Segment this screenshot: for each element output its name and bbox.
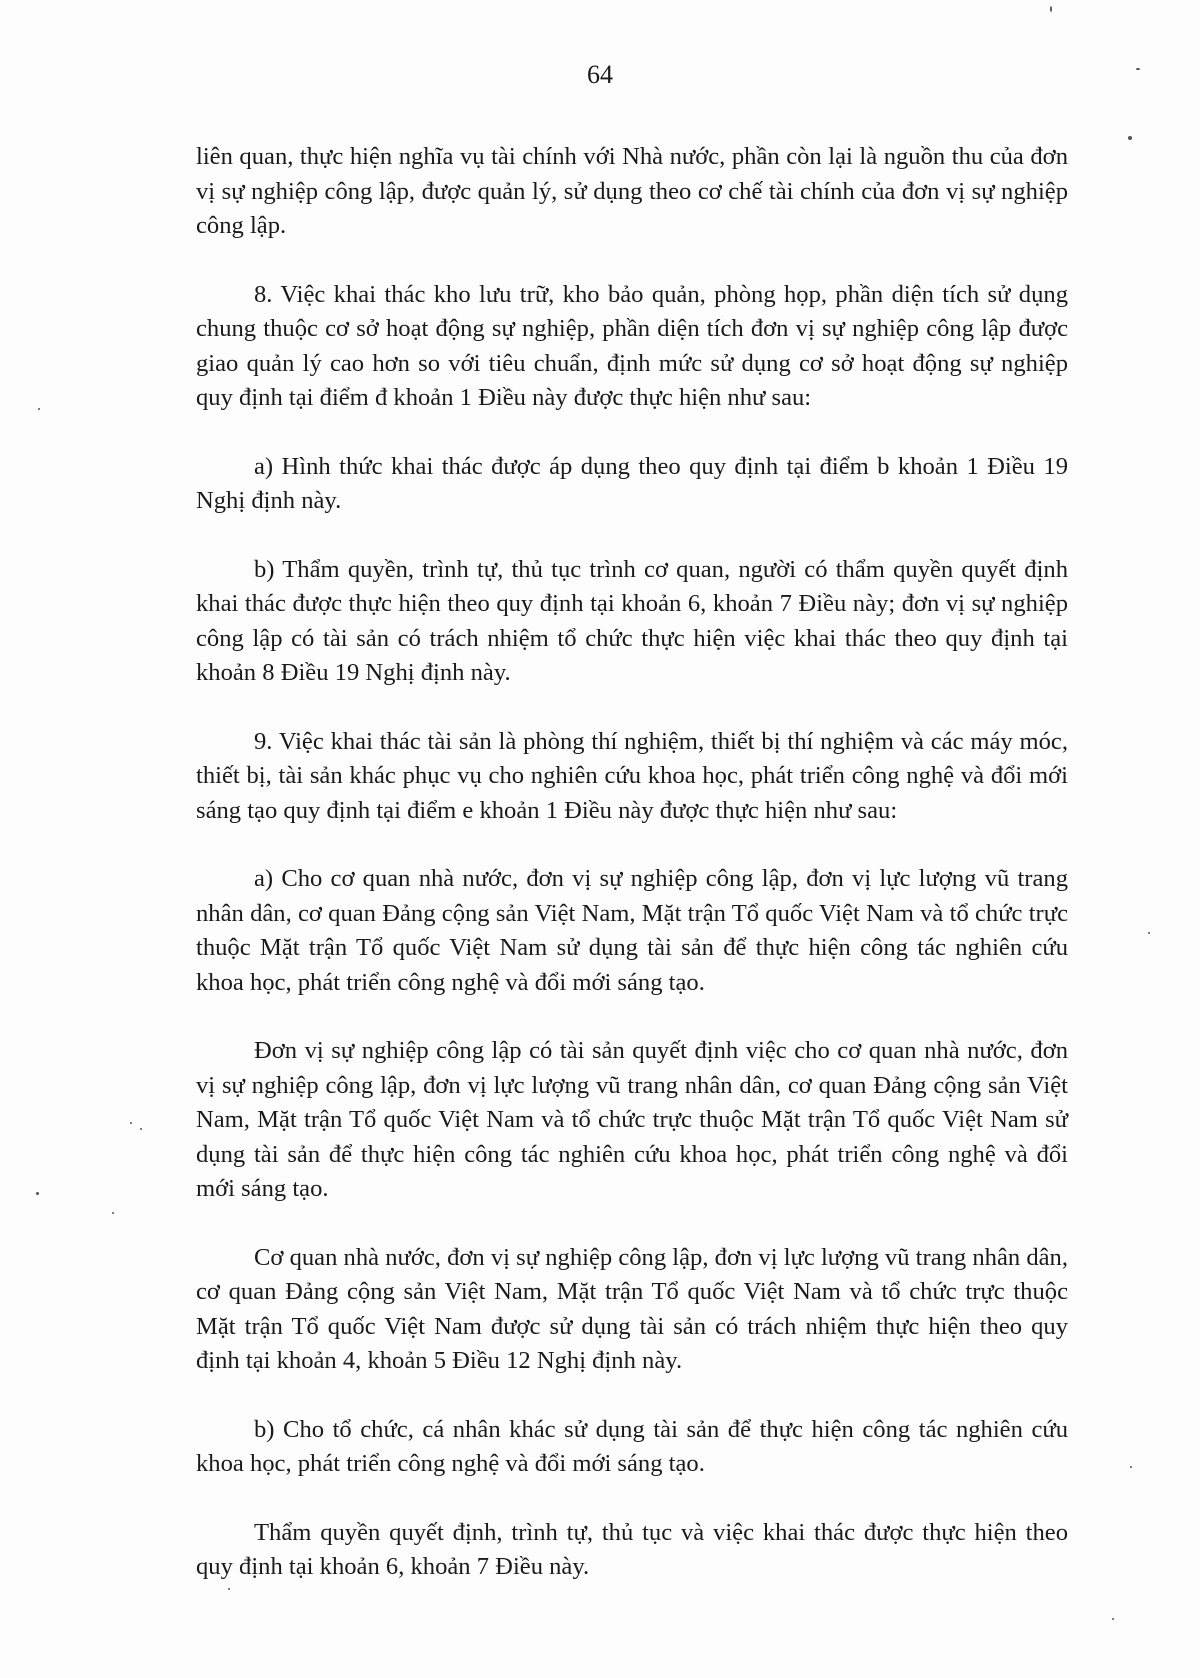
scan-speck [1050,6,1052,12]
document-body [196,140,1068,1619]
scan-speck [228,1588,230,1590]
scan-speck [36,1192,39,1195]
paragraph-clause-9b: b) Cho tổ chức, cá nhân khác sử dụng tài sản để thực hiện công tác nghiên cứu khoa học, phát triển công nghệ và đổi mới sáng tạo. [196,1415,1068,1477]
paragraph-clause-8: 8. Việc khai thác kho lưu trữ, kho bảo quản, phòng họp, phần diện tích sử dụng chung thuộc cơ sở hoạt động sự nghiệp, phần diện tích đơn vị sự nghiệp công lập được giao quản lý cao hơn so với tiêu chuẩn, định mức sử dụng cơ sở hoạt động sự nghiệp quy định tại điểm đ khoản 1 Điều này được thực hiện như sau: [196,280,1068,411]
paragraph-clause-9a: a) Cho cơ quan nhà nước, đơn vị sự nghiệp công lập, đơn vị lực lượng vũ trang nhân dân, cơ quan Đảng cộng sản Việt Nam, Mặt trận Tổ quốc Việt Nam và tổ chức trực thuộc Mặt trận Tổ quốc Việt Nam sử dụng tài sản để thực hiện công tác nghiên cứu khoa học, phát triển công nghệ và đổi mới sáng tạo. [196,865,1068,996]
scan-speck [1112,1618,1114,1620]
paragraph-clause-8b: b) Thẩm quyền, trình tự, thủ tục trình cơ quan, người có thẩm quyền quyết định khai thác được thực hiện theo quy định tại khoản 6, khoản 7 Điều này; đơn vị sự nghiệp công lập có tài sản có trách nhiệm tổ chức thực hiện việc khai thác theo quy định tại khoản 8 Điều 19 Nghị định này. [196,555,1068,686]
scan-speck [38,408,40,410]
scan-speck [130,1122,132,1124]
paragraph-clause-9: 9. Việc khai thác tài sản là phòng thí nghiệm, thiết bị thí nghiệm và các máy móc, thiết bị, tài sản khác phục vụ cho nghiên cứu khoa học, phát triển công nghệ và đổi mới sáng tạo quy định tại điểm e khoản 1 Điều này được thực hiện như sau: [196,727,1068,824]
paragraph-clause-9a-detail-2: Cơ quan nhà nước, đơn vị sự nghiệp công lập, đơn vị lực lượng vũ trang nhân dân, cơ quan Đảng cộng sản Việt Nam, Mặt trận Tổ quốc Việt Nam và tổ chức trực thuộc Mặt trận Tổ quốc Việt Nam được sử dụng tài sản có trách nhiệm thực hiện theo quy định tại khoản 4, khoản 5 Điều 12 Nghị định này. [196,1243,1068,1374]
paragraph-clause-9a-detail-1: Đơn vị sự nghiệp công lập có tài sản quyết định việc cho cơ quan nhà nước, đơn vị sự nghiệp công lập, đơn vị lực lượng vũ trang nhân dân, cơ quan Đảng cộng sản Việt Nam, Mặt trận Tổ quốc Việt Nam và tổ chức trực thuộc Mặt trận Tổ quốc Việt Nam sử dụng tài sản để thực hiện công tác nghiên cứu khoa học, phát triển công nghệ và đổi mới sáng tạo. [196,1037,1068,1202]
scan-speck [112,1212,114,1214]
paragraph-clause-9b-detail: Thẩm quyền quyết định, trình tự, thủ tục và việc khai thác được thực hiện theo quy định tại khoản 6, khoản 7 Điều này. [196,1518,1068,1580]
scan-speck [1128,136,1132,140]
paragraph-clause-8a: a) Hình thức khai thác được áp dụng theo quy định tại điểm b khoản 1 Điều 19 Nghị định này. [196,452,1068,514]
scan-speck [1130,1466,1132,1468]
paragraph-continuation: liên quan, thực hiện nghĩa vụ tài chính với Nhà nước, phần còn lại là nguồn thu của đơn vị sự nghiệp công lập, được quản lý, sử dụng theo cơ chế tài chính của đơn vị sự nghiệp công lập. [196,143,1068,239]
scan-speck [1136,68,1140,70]
page-number: 64 [587,60,613,89]
scan-speck [140,1128,142,1130]
scan-speck [1148,932,1150,934]
